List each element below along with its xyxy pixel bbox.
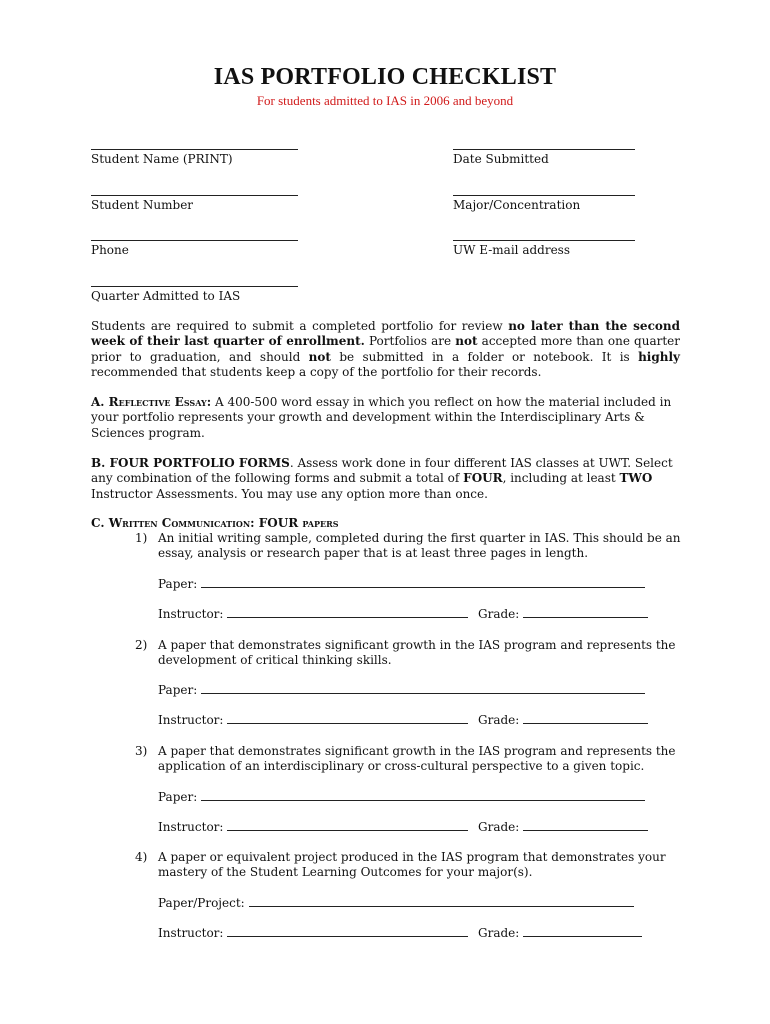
phone-label: Phone [91, 243, 129, 257]
item-2-grade: Grade: [478, 713, 648, 727]
phone-line[interactable] [91, 240, 298, 241]
item-1-instructor-line[interactable] [227, 607, 468, 618]
item-1-grade: Grade: [478, 607, 648, 621]
quarter-label: Quarter Admitted to IAS [91, 289, 241, 303]
item-1-paper-line[interactable] [201, 577, 645, 588]
intro-paragraph: Students are required to submit a completed portfolio for review no later than the second week of their last quarter of enrollment. Portfolios are not accepted more than one quarter prior to graduation, and should not be submitted in a folder or notebook. It is highly recommended that students keep a copy of the portfolio for their records. [91, 319, 681, 380]
item-3-instructor-line[interactable] [227, 820, 468, 831]
item-1-paper: Paper: [158, 577, 645, 591]
item-4-paper: Paper/Project: [158, 896, 634, 910]
major-line[interactable] [453, 195, 635, 196]
item-2-text: A paper that demonstrates significant growth in the IAS program and represents the development of critical thinking skills. [158, 638, 676, 668]
item-2-grade-line[interactable] [523, 713, 648, 724]
item-3-paper-line[interactable] [201, 790, 645, 801]
item-3-grade: Grade: [478, 820, 648, 834]
page-subtitle: For students admitted to IAS in 2006 and beyond [256, 93, 514, 108]
section-c-heading: C. Written Communication: FOUR papers [91, 516, 339, 530]
item-3-text: A paper that demonstrates significant growth in the IAS program and represents the application of an interdisciplinary or cross-cultural perspective to a given topic. [158, 744, 676, 774]
student-number-line[interactable] [91, 195, 298, 196]
item-3-grade-line[interactable] [523, 820, 648, 831]
item-4-grade-line[interactable] [523, 926, 642, 937]
item-3-paper: Paper: [158, 790, 645, 804]
student-name-line[interactable] [91, 149, 298, 150]
item-3-number: 3) [135, 744, 148, 758]
date-submitted-line[interactable] [453, 149, 635, 150]
item-4-instructor-line[interactable] [227, 926, 468, 937]
page-title: IAS PORTFOLIO CHECKLIST [213, 64, 557, 90]
major-label: Major/Concentration [453, 198, 581, 212]
item-2-instructor: Instructor: [158, 713, 468, 727]
item-2-instructor-line[interactable] [227, 713, 468, 724]
item-4-text: A paper or equivalent project produced in the IAS program that demonstrates your mastery of the Student Learning Outcomes for your major(s). [158, 850, 666, 880]
item-1-grade-line[interactable] [523, 607, 648, 618]
item-2-paper-line[interactable] [201, 683, 645, 694]
student-name-label: Student Name (PRINT) [91, 152, 233, 166]
item-4-grade: Grade: [478, 926, 642, 940]
item-1-text: An initial writing sample, completed during the first quarter in IAS. This should be an essay, analysis or research paper that is at least three pages in length. [158, 531, 681, 561]
item-4-paper-line[interactable] [249, 896, 634, 907]
section-a-heading: A. Reflective Essay: [91, 395, 212, 409]
date-submitted-label: Date Submitted [453, 152, 549, 166]
section-b-heading: B. FOUR PORTFOLIO FORMS [91, 456, 290, 470]
section-b: B. FOUR PORTFOLIO FORMS. Assess work done in four different IAS classes at UWT. Select any combination of the following forms and submit a total of FOUR, including at least TWO Instructor Assessments. You may use any option more than once. [91, 456, 673, 501]
item-4-number: 4) [135, 850, 148, 864]
section-a: A. Reflective Essay: A 400-500 word essay in which you reflect on how the material included in your portfolio represents your growth and development within the Interdisciplinary Arts & Sciences program. [91, 395, 672, 440]
item-4-instructor: Instructor: [158, 926, 468, 940]
item-3-instructor: Instructor: [158, 820, 468, 834]
quarter-line[interactable] [91, 286, 298, 287]
email-label: UW E-mail address [453, 243, 570, 257]
item-1-instructor: Instructor: [158, 607, 468, 621]
item-1-number: 1) [135, 531, 148, 545]
item-2-number: 2) [135, 638, 148, 652]
email-line[interactable] [453, 240, 635, 241]
item-2-paper: Paper: [158, 683, 645, 697]
student-number-label: Student Number [91, 198, 194, 212]
